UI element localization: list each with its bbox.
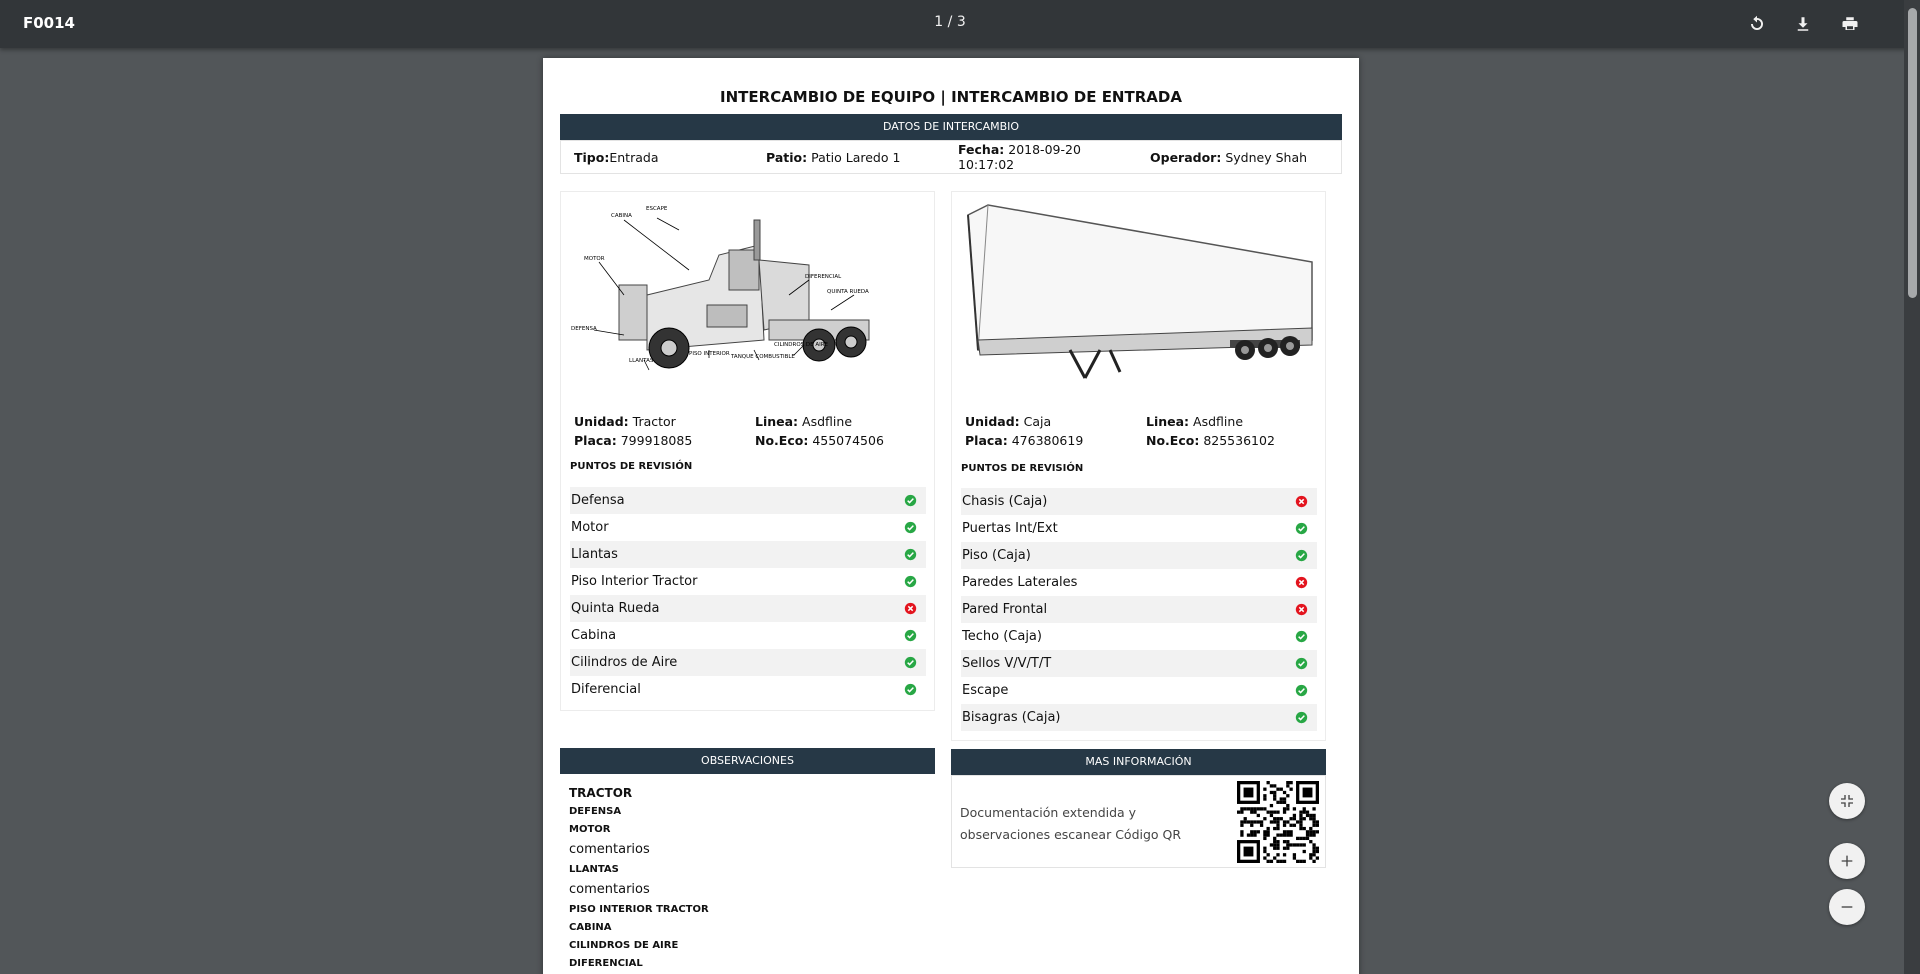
revision-item-label: Piso Interior Tractor xyxy=(571,574,698,589)
revision-item xyxy=(961,704,1317,731)
mas-informacion-header: MAS INFORMACIÓN xyxy=(951,749,1326,775)
revision-item-label: Cabina xyxy=(571,628,617,643)
observacion-heading: CABINA xyxy=(569,922,612,933)
revision-item xyxy=(570,595,926,622)
check-circle-icon xyxy=(904,656,917,669)
revision-item-label: Puertas Int/Ext xyxy=(962,521,1058,536)
datos-header: DATOS DE INTERCAMBIO xyxy=(560,114,1342,140)
revision-item-label: Paredes Laterales xyxy=(962,575,1078,590)
scrollbar-thumb[interactable] xyxy=(1908,8,1917,298)
observaciones-body xyxy=(560,774,935,974)
tractor-puntos-title: PUNTOS DE REVISIÓN xyxy=(570,461,693,472)
revision-item xyxy=(570,649,926,676)
revision-item-label: Techo (Caja) xyxy=(962,629,1042,644)
rotate-button[interactable] xyxy=(1744,11,1770,37)
download-icon xyxy=(1794,15,1812,33)
svg-text:CILINDROS DE AIRE: CILINDROS DE AIRE xyxy=(774,342,829,348)
svg-text:PISO INTERIOR: PISO INTERIOR xyxy=(689,351,730,357)
revision-item-label: Defensa xyxy=(571,493,625,508)
revision-item xyxy=(961,677,1317,704)
svg-text:DIFERENCIAL: DIFERENCIAL xyxy=(805,274,842,280)
svg-text:QUINTA RUEDA: QUINTA RUEDA xyxy=(827,289,869,295)
revision-item xyxy=(570,676,926,703)
download-button[interactable] xyxy=(1790,11,1816,37)
check-circle-icon xyxy=(904,548,917,561)
revision-item-label: Diferencial xyxy=(571,682,641,697)
revision-item xyxy=(570,622,926,649)
tractor-diagram xyxy=(569,200,927,400)
x-circle-icon xyxy=(1295,495,1308,508)
check-circle-icon xyxy=(904,683,917,696)
observacion-comment: comentarios xyxy=(569,842,650,857)
observacion-heading: PISO INTERIOR TRACTOR xyxy=(569,904,709,915)
revision-item xyxy=(570,568,926,595)
observaciones-header: OBSERVACIONES xyxy=(560,748,935,774)
caja-puntos-list xyxy=(961,488,1317,731)
svg-text:LLANTAS: LLANTAS xyxy=(629,358,654,364)
observacion-heading: MOTOR xyxy=(569,824,611,835)
revision-item xyxy=(961,515,1317,542)
zoom-in-icon xyxy=(1839,853,1855,869)
fecha-field: Fecha: 2018-09-20 10:17:02 xyxy=(958,142,1081,172)
caja-unidad: Unidad: Caja xyxy=(965,414,1052,429)
page-indicator xyxy=(920,14,980,30)
tractor-meta xyxy=(574,412,884,450)
svg-text:DEFENSA: DEFENSA xyxy=(571,326,597,332)
pdf-toolbar xyxy=(0,0,1920,48)
patio-field: Patio: Patio Laredo 1 xyxy=(766,149,901,165)
x-circle-icon xyxy=(904,602,917,615)
viewer-scrollbar[interactable] xyxy=(1904,0,1920,974)
observacion-heading: DEFENSA xyxy=(569,806,622,817)
observacion-heading: LLANTAS xyxy=(569,864,619,875)
pdf-page xyxy=(543,58,1359,974)
observacion-heading: DIFERENCIAL xyxy=(569,958,643,969)
revision-item xyxy=(961,488,1317,515)
tractor-panel xyxy=(560,191,935,711)
caja-panel xyxy=(951,191,1326,741)
observacion-heading: TRACTOR xyxy=(569,786,633,800)
tractor-unidad: Unidad: Tractor xyxy=(574,414,676,429)
revision-item-label: Pared Frontal xyxy=(962,602,1048,617)
tractor-linea: Linea: Asdfline xyxy=(755,414,853,429)
fit-page-button[interactable] xyxy=(1829,783,1865,819)
operador-field: Operador: Sydney Shah xyxy=(1150,149,1308,165)
mas-informacion-section xyxy=(951,749,1326,868)
check-circle-icon xyxy=(1295,522,1308,535)
caja-meta xyxy=(965,412,1275,450)
datos-row xyxy=(560,140,1342,174)
tractor-puntos-list xyxy=(570,487,926,703)
check-circle-icon xyxy=(1295,657,1308,670)
tractor-noeco: No.Eco: 455074506 xyxy=(755,433,884,448)
document-title: F0014 xyxy=(23,14,75,32)
page-current[interactable]: 1 xyxy=(934,14,944,30)
revision-item xyxy=(961,623,1317,650)
revision-item-label: Cilindros de Aire xyxy=(571,655,678,670)
page-separator: / xyxy=(947,14,953,30)
print-button[interactable] xyxy=(1837,11,1863,37)
caja-noeco: No.Eco: 825536102 xyxy=(1146,433,1275,448)
check-circle-icon xyxy=(904,629,917,642)
revision-item xyxy=(570,541,926,568)
zoom-out-icon xyxy=(1839,899,1855,915)
revision-item xyxy=(570,487,926,514)
revision-item-label: Piso (Caja) xyxy=(962,548,1031,563)
caja-placa: Placa: 476380619 xyxy=(965,433,1084,448)
revision-item-label: Motor xyxy=(571,520,609,535)
svg-text:ESCAPE: ESCAPE xyxy=(646,206,668,212)
revision-item-label: Llantas xyxy=(571,547,618,562)
svg-text:MOTOR: MOTOR xyxy=(584,256,605,262)
revision-item xyxy=(570,514,926,541)
check-circle-icon xyxy=(1295,630,1308,643)
caja-puntos-title: PUNTOS DE REVISIÓN xyxy=(961,463,1084,474)
zoom-out-button[interactable] xyxy=(1829,889,1865,925)
revision-item-label: Quinta Rueda xyxy=(571,601,660,616)
x-circle-icon xyxy=(1295,576,1308,589)
check-circle-icon xyxy=(904,575,917,588)
fit-icon xyxy=(1839,793,1855,809)
observacion-comment: comentarios xyxy=(569,882,650,897)
datos-intercambio xyxy=(560,114,1342,174)
rotate-icon xyxy=(1748,15,1766,33)
page-title: INTERCAMBIO DE EQUIPO | INTERCAMBIO DE ENTRADA xyxy=(720,88,1182,106)
svg-text:CABINA: CABINA xyxy=(611,213,632,219)
page-total: 3 xyxy=(956,14,966,30)
observaciones-section xyxy=(560,748,935,974)
revision-item-label: Escape xyxy=(962,683,1009,698)
trailer-image xyxy=(960,200,1318,400)
check-circle-icon xyxy=(1295,711,1308,724)
check-circle-icon xyxy=(904,494,917,507)
svg-text:TANQUE COMBUSTIBLE: TANQUE COMBUSTIBLE xyxy=(731,354,795,360)
qr-code-icon[interactable] xyxy=(1237,781,1319,863)
revision-item xyxy=(961,569,1317,596)
revision-item-label: Sellos V/V/T/T xyxy=(962,656,1052,671)
check-circle-icon xyxy=(904,521,917,534)
observacion-heading: CILINDROS DE AIRE xyxy=(569,940,679,951)
check-circle-icon xyxy=(1295,549,1308,562)
tipo-field: Tipo:Entrada xyxy=(574,149,659,165)
revision-item xyxy=(961,650,1317,677)
x-circle-icon xyxy=(1295,603,1308,616)
revision-item xyxy=(961,596,1317,623)
tractor-placa: Placa: 799918085 xyxy=(574,433,693,448)
mas-informacion-text: Documentación extendida y observaciones escanear Código QR xyxy=(960,805,1182,842)
revision-item xyxy=(961,542,1317,569)
caja-linea: Linea: Asdfline xyxy=(1146,414,1244,429)
revision-item-label: Bisagras (Caja) xyxy=(962,710,1061,725)
mas-informacion-box xyxy=(951,775,1326,868)
revision-item-label: Chasis (Caja) xyxy=(962,494,1048,509)
zoom-in-button[interactable] xyxy=(1829,843,1865,879)
print-icon xyxy=(1841,15,1859,33)
check-circle-icon xyxy=(1295,684,1308,697)
